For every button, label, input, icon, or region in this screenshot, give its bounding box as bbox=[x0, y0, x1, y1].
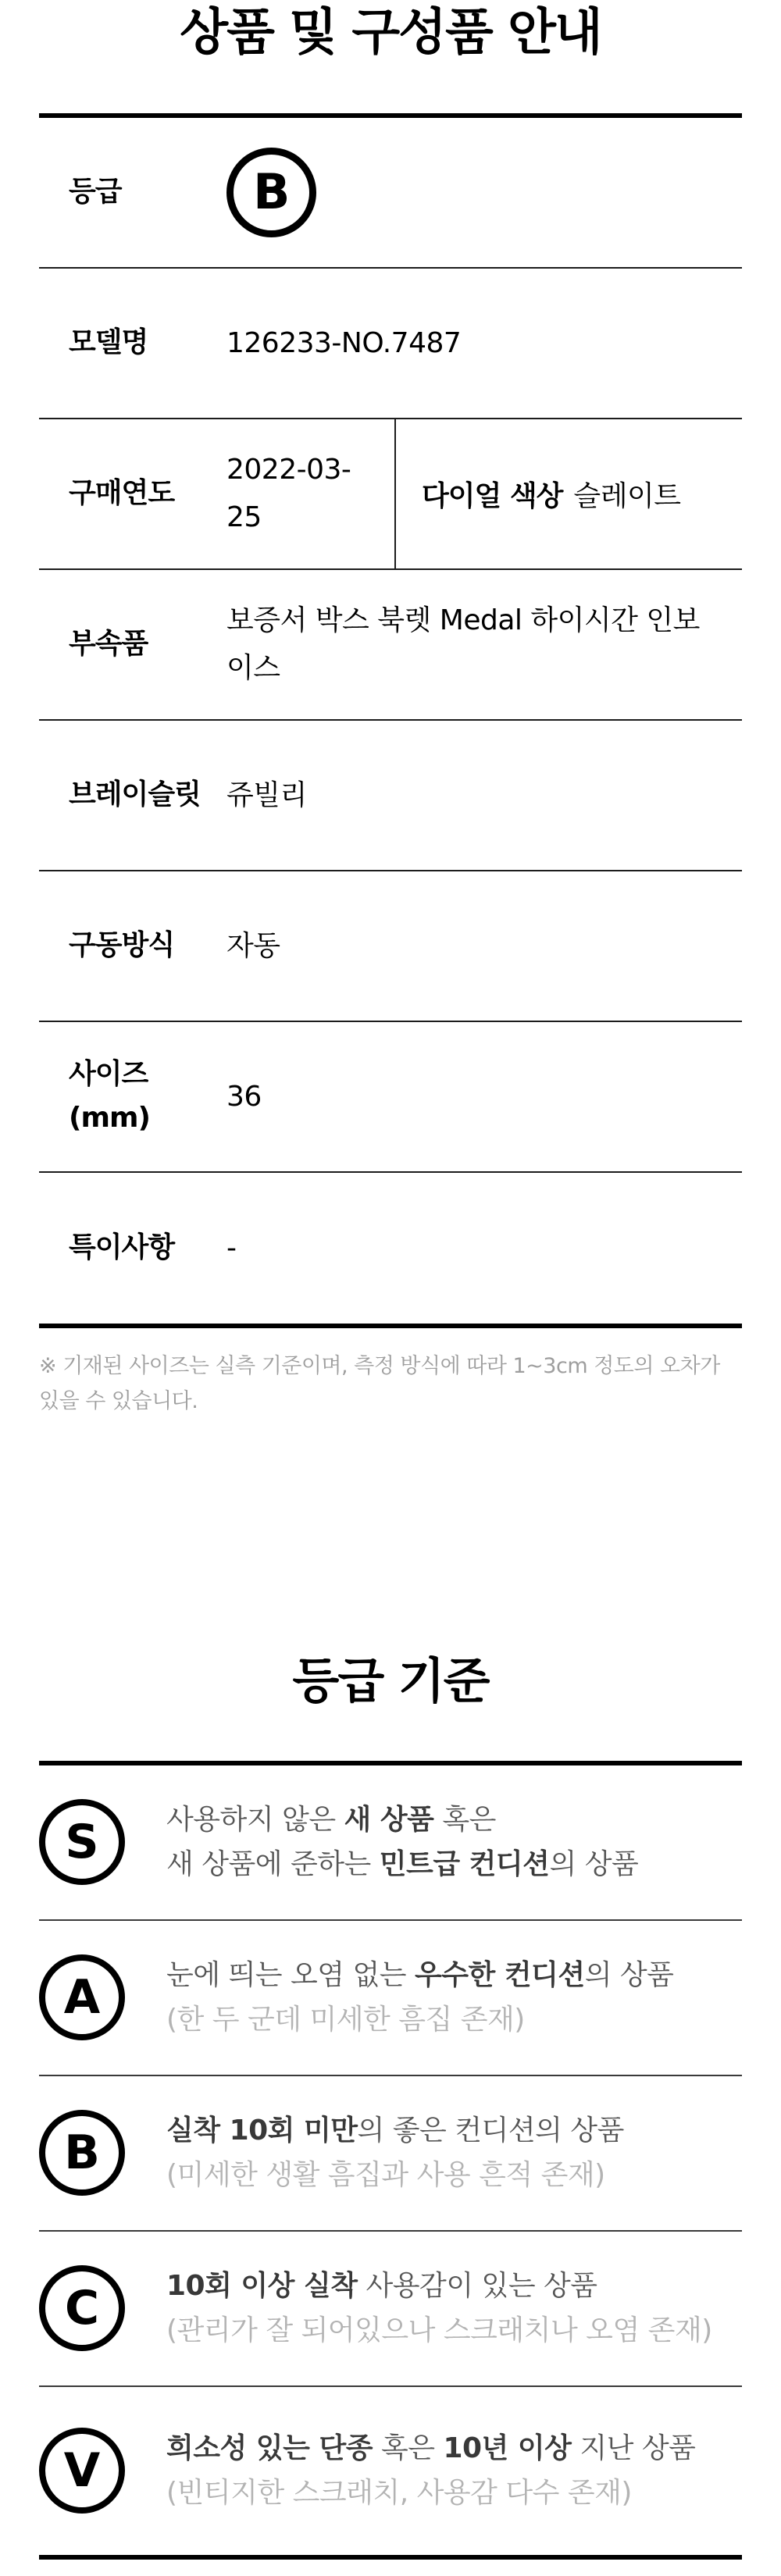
grade-c-letter: C bbox=[64, 2281, 100, 2336]
grade-row-a bbox=[39, 1921, 742, 2076]
grade-row-b bbox=[39, 2076, 742, 2232]
movement-label: 구동방식 bbox=[69, 929, 175, 962]
grade-row-v bbox=[39, 2387, 742, 2555]
grade-b-subtext: (미세한 생활 흠집과 사용 흔적 존재) bbox=[166, 2159, 605, 2192]
grade-row-s bbox=[39, 1765, 742, 1921]
accessories-label: 부속품 bbox=[69, 628, 148, 661]
grade-a-circle-icon bbox=[39, 1954, 125, 2040]
dial-color-value: 슬레이트 bbox=[573, 479, 681, 512]
size-value: 36 bbox=[226, 1080, 262, 1113]
dial-color-cell bbox=[394, 419, 742, 568]
accessories-value: 보증서 박스 북렛 Medal 하이시간 인보이스 bbox=[226, 604, 700, 685]
purchase-year-cell bbox=[39, 419, 394, 568]
table-row-accessories bbox=[39, 570, 742, 721]
size-disclaimer-footnote: ※ 기재된 사이즈는 실측 기준이며, 측정 방식에 따라 1~3cm 정도의 오차가 있을 수 있습니다. bbox=[39, 1353, 720, 1413]
grade-v-subtext: (빈티지한 스크래치, 사용감 다수 존재) bbox=[166, 2477, 632, 2510]
grade-v-circle-icon bbox=[39, 2428, 125, 2514]
table-row-bracelet bbox=[39, 721, 742, 871]
grade-s-letter: S bbox=[65, 1815, 99, 1870]
table-row-grade bbox=[39, 118, 742, 269]
product-info-table bbox=[39, 113, 742, 1328]
grade-a-description bbox=[166, 1953, 673, 2042]
grade-criteria-table bbox=[39, 1761, 742, 2560]
notes-label: 특이사항 bbox=[69, 1231, 175, 1264]
grade-b-line1: 실착 10회 미만의 좋은 컨디션의 상품 bbox=[166, 2115, 624, 2147]
table-row-model bbox=[39, 269, 742, 419]
purchase-year-label: 구매연도 bbox=[69, 477, 175, 510]
grade-a-letter: A bbox=[63, 1970, 101, 2026]
grade-b-criteria-circle-icon bbox=[39, 2110, 125, 2196]
table-row-notes bbox=[39, 1173, 742, 1324]
grade-value-cell bbox=[226, 148, 742, 237]
grade-c-line1: 10회 이상 실착 사용감이 있는 상품 bbox=[166, 2270, 597, 2303]
bracelet-value: 쥬빌리 bbox=[226, 779, 307, 811]
size-label: 사이즈 (mm) bbox=[69, 1058, 150, 1135]
grade-s-line2: 새 상품에 준하는 민트급 컨디션의 상품 bbox=[166, 1848, 639, 1881]
grade-c-circle-icon bbox=[39, 2265, 125, 2351]
grade-v-letter: V bbox=[63, 2443, 101, 2499]
movement-value: 자동 bbox=[226, 929, 280, 962]
grade-a-subtext: (한 두 군데 미세한 흠집 존재) bbox=[166, 2004, 525, 2036]
grade-v-line1: 희소성 있는 단종 혹은 10년 이상 지난 상품 bbox=[166, 2432, 696, 2465]
table-row-size bbox=[39, 1022, 742, 1173]
grade-b-letter: B bbox=[64, 2125, 100, 2181]
grade-s-description bbox=[166, 1797, 638, 1887]
grade-label: 등급 bbox=[69, 176, 122, 208]
grade-criteria-title: 등급 기준 bbox=[292, 1651, 489, 1709]
dial-color-label: 다이얼 색상 bbox=[422, 479, 563, 512]
grade-s-circle-icon bbox=[39, 1799, 125, 1885]
purchase-year-value: 2022-03-25 bbox=[226, 453, 351, 534]
model-value: 126233-NO.7487 bbox=[226, 326, 462, 359]
grade-v-description bbox=[166, 2426, 695, 2515]
grade-c-description bbox=[166, 2264, 712, 2353]
grade-b-circle-icon bbox=[226, 148, 316, 237]
grade-letter: B bbox=[253, 163, 290, 221]
grade-row-c bbox=[39, 2232, 742, 2387]
table-row-purchase-dial bbox=[39, 419, 742, 570]
table-row-movement bbox=[39, 871, 742, 1022]
model-label: 모델명 bbox=[69, 326, 148, 359]
page-title: 상품 및 구성품 안내 bbox=[180, 4, 601, 62]
bracelet-label: 브레이슬릿 bbox=[69, 779, 201, 811]
grade-c-subtext: (관리가 잘 되어있으나 스크래치나 오염 존재) bbox=[166, 2314, 712, 2347]
grade-b-description bbox=[166, 2108, 624, 2197]
grade-a-line1: 눈에 띄는 오염 없는 우수한 컨디션의 상품 bbox=[166, 1959, 674, 1992]
grade-s-line1: 사용하지 않은 새 상품 혹은 bbox=[166, 1804, 496, 1837]
notes-value: - bbox=[226, 1231, 237, 1264]
